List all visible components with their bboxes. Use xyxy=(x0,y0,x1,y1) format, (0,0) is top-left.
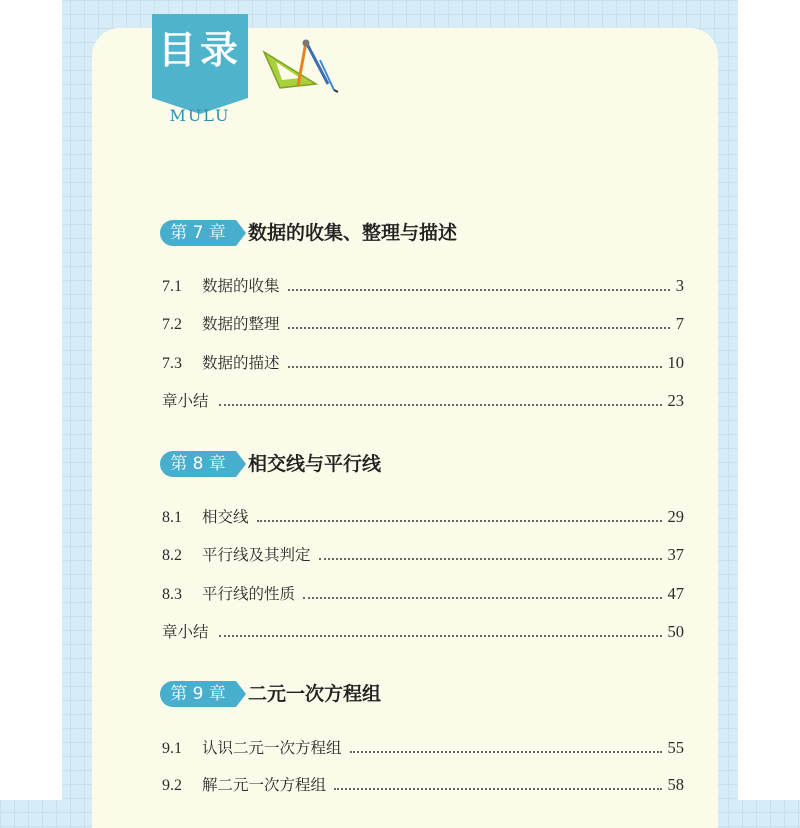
toc-entry-7-2[interactable] xyxy=(162,310,684,334)
triangle-ruler-and-compass-icon xyxy=(262,38,342,94)
page-number: 47 xyxy=(667,584,684,603)
section-title: 数据的收集 xyxy=(202,277,280,295)
section-title: 解二元一次方程组 xyxy=(202,776,327,794)
page-number: 29 xyxy=(667,507,684,526)
toc-entry-8-summary[interactable] xyxy=(162,618,684,642)
chapter-title: 相交线与平行线 xyxy=(248,453,382,475)
section-title: 认识二元一次方程组 xyxy=(202,739,342,757)
page-number: 58 xyxy=(667,775,684,794)
chapter-title: 二元一次方程组 xyxy=(248,683,382,705)
toc-entry-7-summary[interactable] xyxy=(162,387,684,411)
toc-entry-8-2[interactable] xyxy=(162,541,684,565)
section-number: 7.1 xyxy=(162,278,182,295)
dot-leader xyxy=(319,558,662,560)
dot-leader xyxy=(219,404,662,406)
toc-entry-7-3[interactable] xyxy=(162,349,684,373)
chapter-badge: 第 8 章 xyxy=(160,451,236,477)
section-title: 相交线 xyxy=(202,508,249,526)
toc-entry-9-1[interactable] xyxy=(162,734,684,758)
chapter-title: 数据的收集、整理与描述 xyxy=(248,222,458,244)
section-number: 8.2 xyxy=(162,547,182,564)
section-title: 平行线及其判定 xyxy=(202,546,311,564)
chapter-badge: 第 9 章 xyxy=(160,681,236,707)
page-number: 55 xyxy=(667,738,684,757)
page-number: 50 xyxy=(667,622,684,641)
page-number: 10 xyxy=(667,353,684,372)
dot-leader xyxy=(303,597,661,599)
toc-entry-8-1[interactable] xyxy=(162,503,684,527)
left-margin xyxy=(0,0,62,800)
toc-entry-8-3[interactable] xyxy=(162,580,684,604)
section-title: 数据的整理 xyxy=(202,315,280,333)
page-number: 3 xyxy=(675,276,684,295)
dot-leader xyxy=(350,751,662,753)
right-margin xyxy=(738,0,800,800)
dot-leader xyxy=(288,289,670,291)
dot-leader xyxy=(334,788,661,790)
toc-entry-9-2[interactable] xyxy=(162,771,684,795)
section-title: 平行线的性质 xyxy=(202,585,296,603)
dot-leader xyxy=(219,635,662,637)
section-number: 9.2 xyxy=(162,777,182,794)
page-subtitle: MULU xyxy=(169,106,231,125)
dot-leader xyxy=(288,327,670,329)
page-number: 37 xyxy=(667,545,684,564)
section-number: 7.3 xyxy=(162,355,182,372)
toc-page xyxy=(92,28,718,828)
dot-leader xyxy=(288,366,662,368)
section-number: 7.2 xyxy=(162,316,182,333)
section-title: 章小结 xyxy=(162,392,209,410)
dot-leader xyxy=(257,520,662,522)
section-number: 8.1 xyxy=(162,509,182,526)
chapter-badge: 第 7 章 xyxy=(160,220,236,246)
toc-entry-7-1[interactable] xyxy=(162,272,684,296)
section-title: 数据的描述 xyxy=(202,354,280,372)
section-title: 章小结 xyxy=(162,623,209,641)
page-number: 23 xyxy=(667,391,684,410)
section-number: 8.3 xyxy=(162,586,182,603)
page-number: 7 xyxy=(675,314,684,333)
section-number: 9.1 xyxy=(162,740,182,757)
page-title: 目录 xyxy=(157,28,242,72)
